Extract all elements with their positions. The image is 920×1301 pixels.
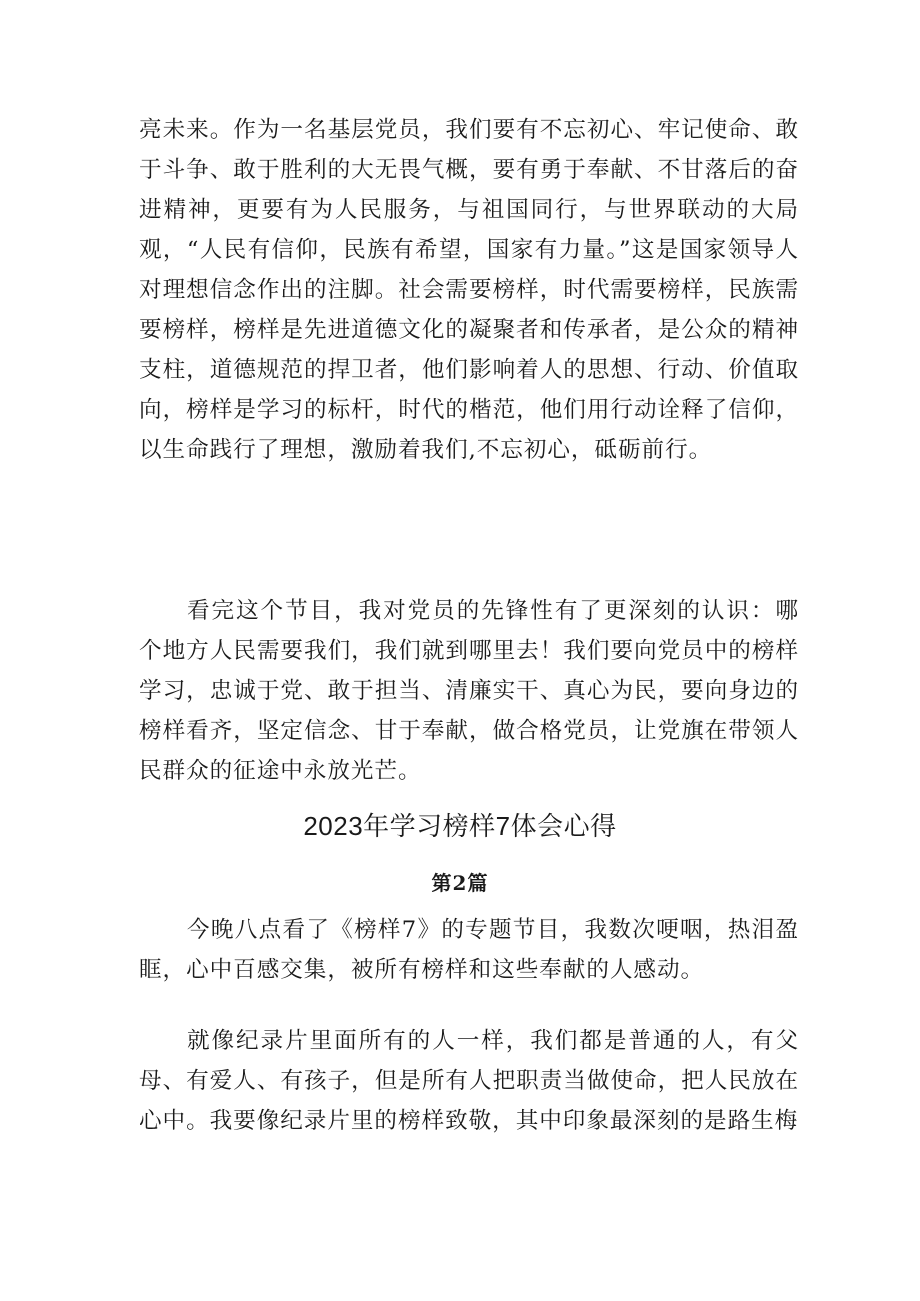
body-paragraph: 亮未来。作为一名基层党员，我们要有不忘初心、牢记使命、敢于斗争、敢于胜利的大无畏气概，要有勇于奉献、不甘落后的奋进精神，更要有为人民服务，与祖国同行，与世界联动的大局观，“人民有信仰，民族有希望，国家有力量。”这是国家领导人对理想信念作出的注脚。社会需要榜样，时代需要榜样，民族需要榜样，榜样是先进道德文化的凝聚者和传承者，是公众的精神支柱，道德规范的捍卫者，他们影响着人的思想、行动、价值取向，榜样是学习的标杆，时代的楷范，他们用行动诠释了信仰，以生命践行了理想，激励着我们,不忘初心，砥砺前行。 [139, 117, 799, 463]
article-subtitle: 第2篇 [431, 871, 489, 895]
article-title: 2023年学习榜样7体会心得 [303, 811, 617, 841]
body-paragraph: 看完这个节目，我对党员的先锋性有了更深刻的认识：哪个地方人民需要我们，我们就到哪里去！我们要向党员中的榜样学习，忠诚于党、敢于担当、清廉实干、真心为民，要向身边的榜样看齐，坚定信念、甘于奉献，做合格党员，让党旗在带领人民群众的征途中永放光芒。 [139, 598, 799, 784]
body-paragraph: 今晚八点看了《榜样7》的专题节目，我数次哽咽，热泪盈眶，心中百感交集，被所有榜样和这些奉献的人感动。 [139, 917, 799, 983]
body-paragraph: 就像纪录片里面所有的人一样，我们都是普通的人，有父母、有爱人、有孩子，但是所有人把职责当做使命，把人民放在心中。我要像纪录片里的榜样致敬，其中印象最深刻的是路生梅 [139, 1028, 799, 1134]
